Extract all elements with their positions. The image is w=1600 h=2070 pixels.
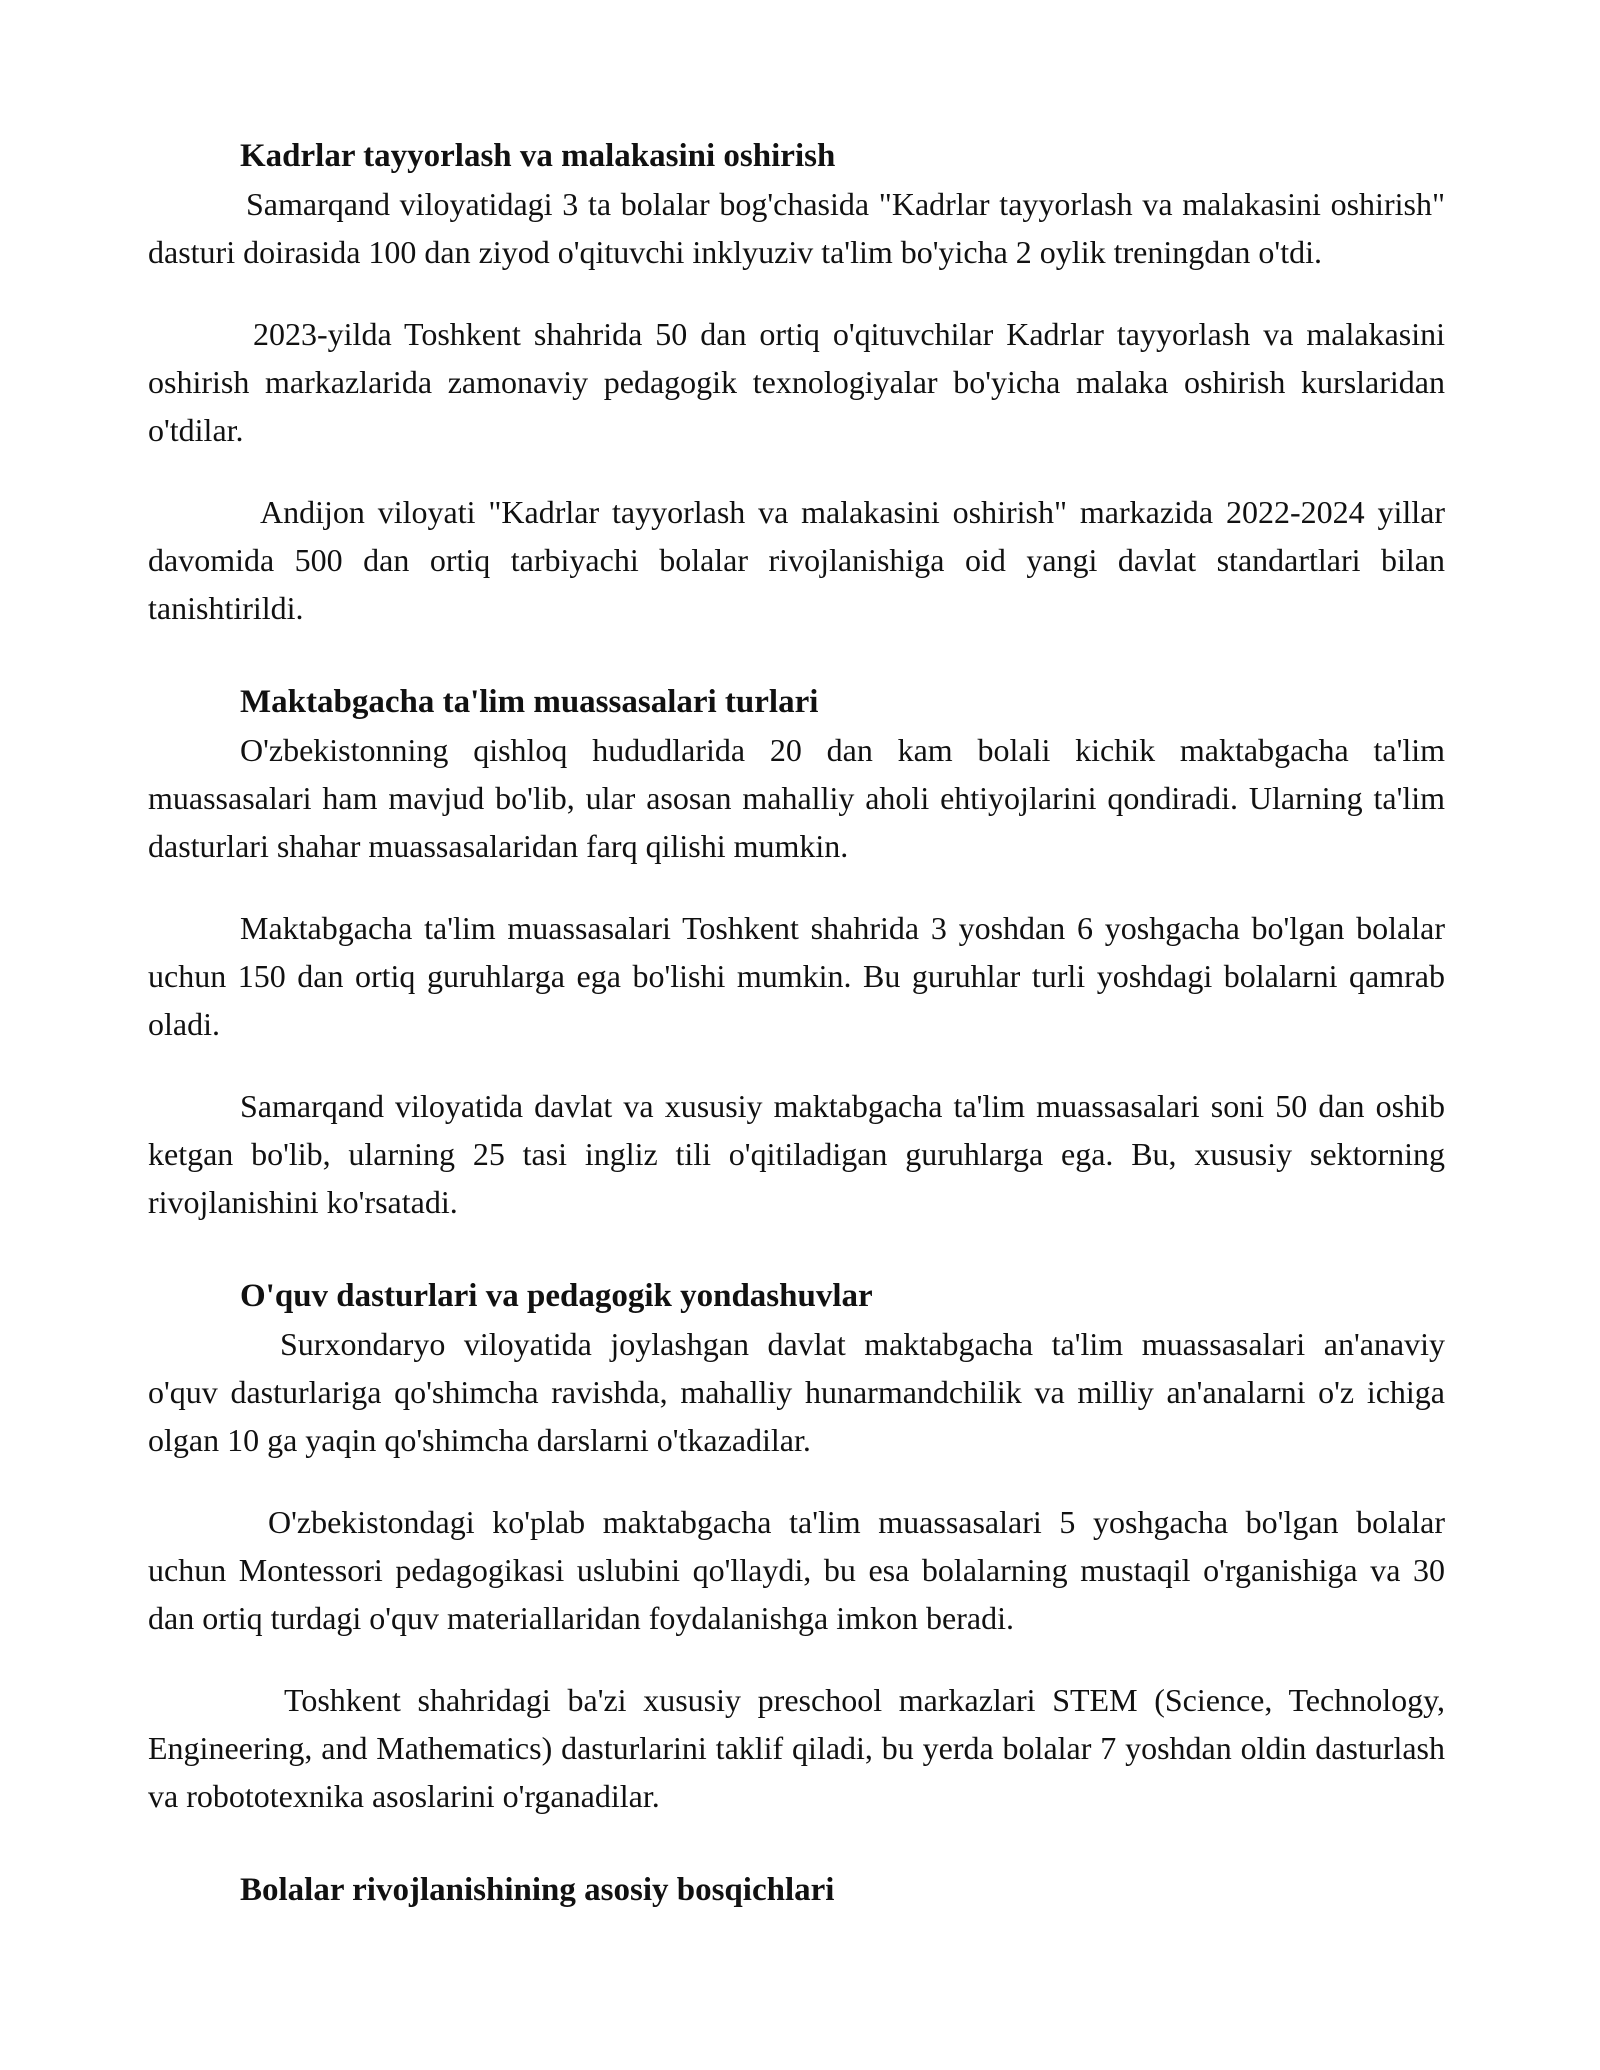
section-heading: Kadrlar tayyorlash va malakasini oshirish — [240, 138, 836, 174]
section-muassasalar-turlari — [148, 678, 1445, 1226]
paragraph: O'zbekistonning qishloq hududlarida 20 dan kam bolali kichik maktabgacha ta'lim muassasalari ham mavjud bo'lib, ular asosan mahalliy aholi ehtiyojlarini qondiradi. Ularning ta'lim dasturlari shahar muassasalaridan farq qilishi mumkin. — [148, 732, 1445, 864]
section-heading: Maktabgacha ta'lim muassasalari turlari — [240, 684, 819, 720]
paragraph: Samarqand viloyatidagi 3 ta bolalar bog'chasida "Kadrlar tayyorlash va malakasini oshirish" dasturi doirasida 100 dan ziyod o'qituvchi inklyuziv ta'lim bo'yicha 2 oylik treningdan o'tdi. — [148, 186, 1445, 270]
section-rivojlanish-bosqichlari — [148, 1866, 1445, 1914]
section-oquv-dasturlari — [148, 1272, 1445, 1820]
paragraph: 2023-yilda Toshkent shahrida 50 dan ortiq o'qituvchilar Kadrlar tayyorlash va malakasini oshirish markazlarida zamonaviy pedagogik texnologiyalar bo'yicha malaka oshirish kurslaridan o'tdilar. — [148, 316, 1445, 448]
section-heading: O'quv dasturlari va pedagogik yondashuvlar — [240, 1278, 873, 1314]
paragraph: Toshkent shahridagi ba'zi xususiy preschool markazlari STEM (Science, Technology, Engineering, and Mathematics) dasturlarini taklif qiladi, bu yerda bolalar 7 yoshdan oldin dasturlash va robototexnika asoslarini o'rganadilar. — [148, 1682, 1445, 1814]
paragraph: Maktabgacha ta'lim muassasalari Toshkent shahrida 3 yoshdan 6 yoshgacha bo'lgan bolalar uchun 150 dan ortiq guruhlarga ega bo'lishi mumkin. Bu guruhlar turli yoshdagi bolalarni qamrab oladi. — [148, 910, 1445, 1042]
paragraph: Samarqand viloyatida davlat va xususiy maktabgacha ta'lim muassasalari soni 50 dan oshib ketgan bo'lib, ularning 25 tasi ingliz tili o'qitiladigan guruhlarga ega. Bu, xususiy sektorning rivojlanishini ko'rsatadi. — [148, 1088, 1445, 1220]
document-body — [148, 132, 1445, 1914]
paragraph: Andijon viloyati "Kadrlar tayyorlash va malakasini oshirish" markazida 2022-2024 yillar davomida 500 dan ortiq tarbiyachi bolalar rivojlanishiga oid yangi davlat standartlari bilan tanishtirildi. — [148, 494, 1445, 626]
section-heading: Bolalar rivojlanishining asosiy bosqichlari — [240, 1872, 835, 1908]
paragraph: Surxondaryo viloyatida joylashgan davlat maktabgacha ta'lim muassasalari an'anaviy o'quv dasturlariga qo'shimcha ravishda, mahalliy hunarmandchilik va milliy an'analarni o'z ichiga olgan 10 ga yaqin qo'shimcha darslarni o'tkazadilar. — [148, 1326, 1445, 1458]
section-kadrlar-tayyorlash — [148, 132, 1445, 632]
paragraph: O'zbekistondagi ko'plab maktabgacha ta'lim muassasalari 5 yoshgacha bo'lgan bolalar uchun Montessori pedagogikasi uslubini qo'llaydi, bu esa bolalarning mustaqil o'rganishiga va 30 dan ortiq turdagi o'quv materiallaridan foydalanishga imkon beradi. — [148, 1504, 1445, 1636]
